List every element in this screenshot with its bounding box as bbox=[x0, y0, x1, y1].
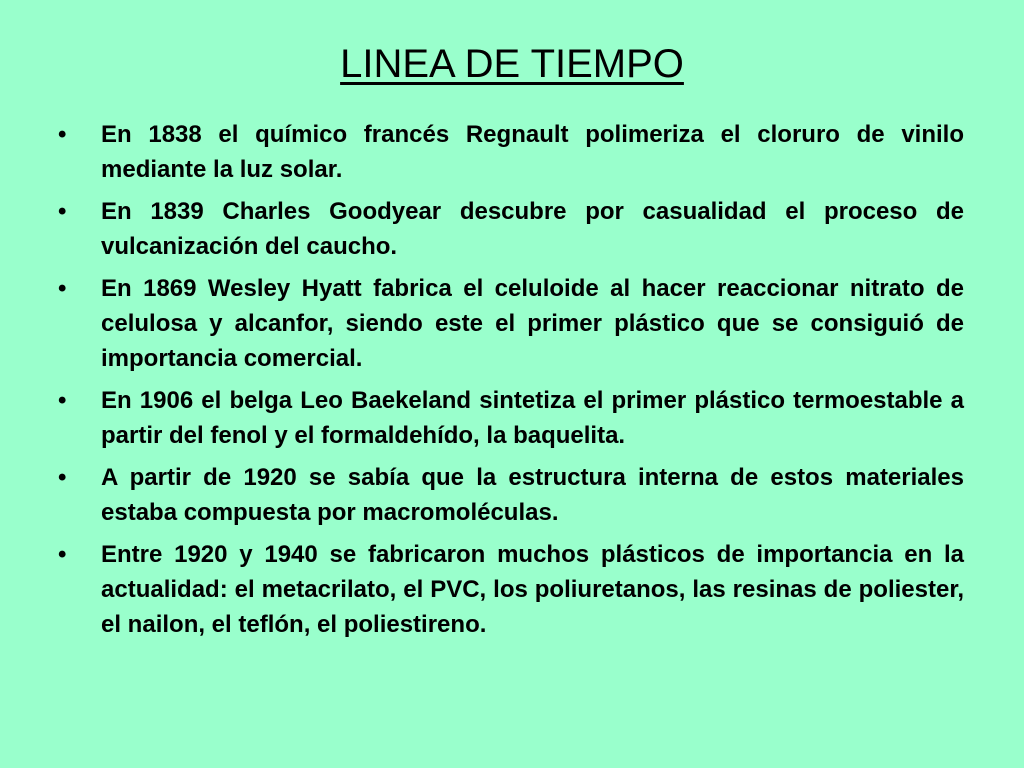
bullet-icon: • bbox=[58, 275, 67, 302]
bullet-icon: • bbox=[58, 387, 67, 414]
bullet-item bbox=[56, 383, 964, 453]
bullet-item bbox=[56, 194, 964, 264]
bullet-list bbox=[56, 117, 964, 649]
bullet-text: Entre 1920 y 1940 se fabricaron muchos plásticos de importancia en la actualidad: el metacrilato, el PVC, los poliuretanos, las resinas de poliester, el nailon, el teflón, el poliestireno. bbox=[101, 541, 964, 638]
bullet-item bbox=[56, 460, 964, 530]
bullet-icon: • bbox=[58, 198, 67, 225]
bullet-icon: • bbox=[58, 541, 67, 568]
bullet-icon: • bbox=[58, 464, 67, 491]
bullet-text: En 1839 Charles Goodyear descubre por casualidad el proceso de vulcanización del caucho. bbox=[101, 198, 964, 260]
bullet-icon: • bbox=[58, 121, 67, 148]
bullet-item bbox=[56, 271, 964, 376]
bullet-text: En 1838 el químico francés Regnault polimeriza el cloruro de vinilo mediante la luz solar. bbox=[101, 121, 964, 183]
slide-title: LINEA DE TIEMPO bbox=[340, 42, 684, 86]
bullet-item bbox=[56, 537, 964, 642]
bullet-text: En 1869 Wesley Hyatt fabrica el celuloide al hacer reaccionar nitrato de celulosa y alcanfor, siendo este el primer plástico que se consiguió de importancia comercial. bbox=[101, 275, 964, 372]
bullet-text: En 1906 el belga Leo Baekeland sintetiza el primer plástico termoestable a partir del fenol y el formaldehído, la baquelita. bbox=[101, 387, 964, 449]
bullet-item bbox=[56, 117, 964, 187]
bullet-text: A partir de 1920 se sabía que la estructura interna de estos materiales estaba compuesta por macromoléculas. bbox=[101, 464, 964, 526]
